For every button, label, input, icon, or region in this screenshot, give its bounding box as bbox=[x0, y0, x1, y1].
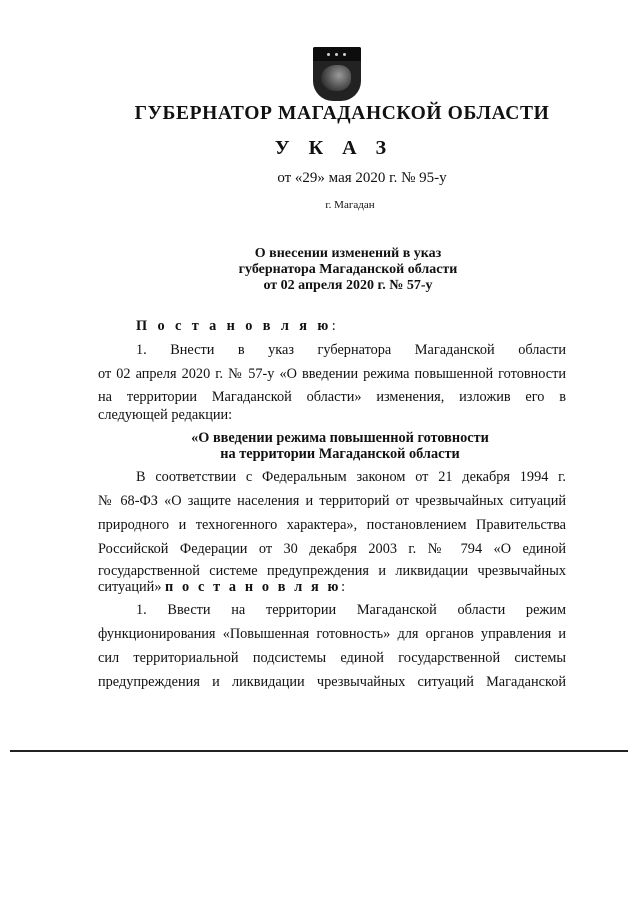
paragraph-line: предупреждения и ликвидации чрезвычайных ситуаций Магаданской bbox=[98, 674, 566, 690]
paragraph-line: 1. Ввести на территории Магаданской области режим bbox=[136, 602, 566, 618]
paragraph-line: сил территориальной подсистемы единой государственной системы bbox=[98, 650, 566, 666]
document-type: У К А З bbox=[274, 137, 394, 159]
decree-colon: : bbox=[331, 318, 336, 334]
subject-line: губернатора Магаданской области bbox=[238, 262, 458, 277]
emblem-star bbox=[335, 53, 338, 56]
decree-subject bbox=[28, 246, 640, 294]
subject-line: от 02 апреля 2020 г. № 57-у bbox=[263, 278, 433, 293]
decree-date-number: от «29» мая 2020 г. № 95-у bbox=[277, 170, 447, 186]
subject-line: О внесении изменений в указ bbox=[254, 246, 442, 261]
amended-title-line: «О введении режима повышенной готовности bbox=[191, 430, 489, 446]
issuer-title: ГУБЕРНАТОР МАГАДАНСКОЙ ОБЛАСТИ bbox=[134, 103, 550, 124]
coat-of-arms-emblem bbox=[313, 47, 361, 101]
emblem-star bbox=[327, 53, 330, 56]
decree-city: г. Магадан bbox=[325, 199, 375, 211]
paragraph-line: от 02 апреля 2020 г. № 57-у «О введении режима повышенной готовности bbox=[98, 366, 566, 382]
amended-title-line: на территории Магаданской области bbox=[220, 446, 460, 462]
emblem-star bbox=[343, 53, 346, 56]
emblem-figure bbox=[321, 65, 351, 91]
paragraph-line: В соответствии с Федеральным законом от 21 декабря 1994 г. bbox=[136, 469, 566, 485]
paragraph-line: функционирования «Повышенная готовность» для органов управления и bbox=[98, 626, 566, 642]
paragraph-line: № 68-ФЗ «О защите населения и территорий от чрезвычайных ситуаций bbox=[98, 493, 566, 509]
page-bottom-rule bbox=[10, 750, 628, 752]
paragraph-line bbox=[98, 579, 345, 596]
paragraph-line: природного и техногенного характера», постановлением Правительства bbox=[98, 517, 566, 533]
paragraph-text: ситуаций» bbox=[98, 579, 162, 595]
decree-word: п о с т а н о в л я ю bbox=[165, 579, 342, 595]
paragraph-line: 1. Внести в указ губернатора Магаданской области bbox=[136, 342, 566, 358]
paragraph-line: государственной системе предупреждения и ликвидации чрезвычайных bbox=[98, 563, 566, 579]
decree-colon: : bbox=[341, 579, 346, 595]
amended-title bbox=[20, 430, 640, 462]
paragraph-line: следующей редакции: bbox=[98, 407, 233, 423]
paragraph-line: Российской Федерации от 30 декабря 2003 г. № 794 «О единой bbox=[98, 541, 566, 557]
paragraph-line: на территории Магаданской области» изменения, изложив его в bbox=[98, 389, 566, 405]
decree-word: П о с т а н о в л я ю bbox=[136, 318, 332, 334]
decree-phrase bbox=[136, 318, 336, 335]
